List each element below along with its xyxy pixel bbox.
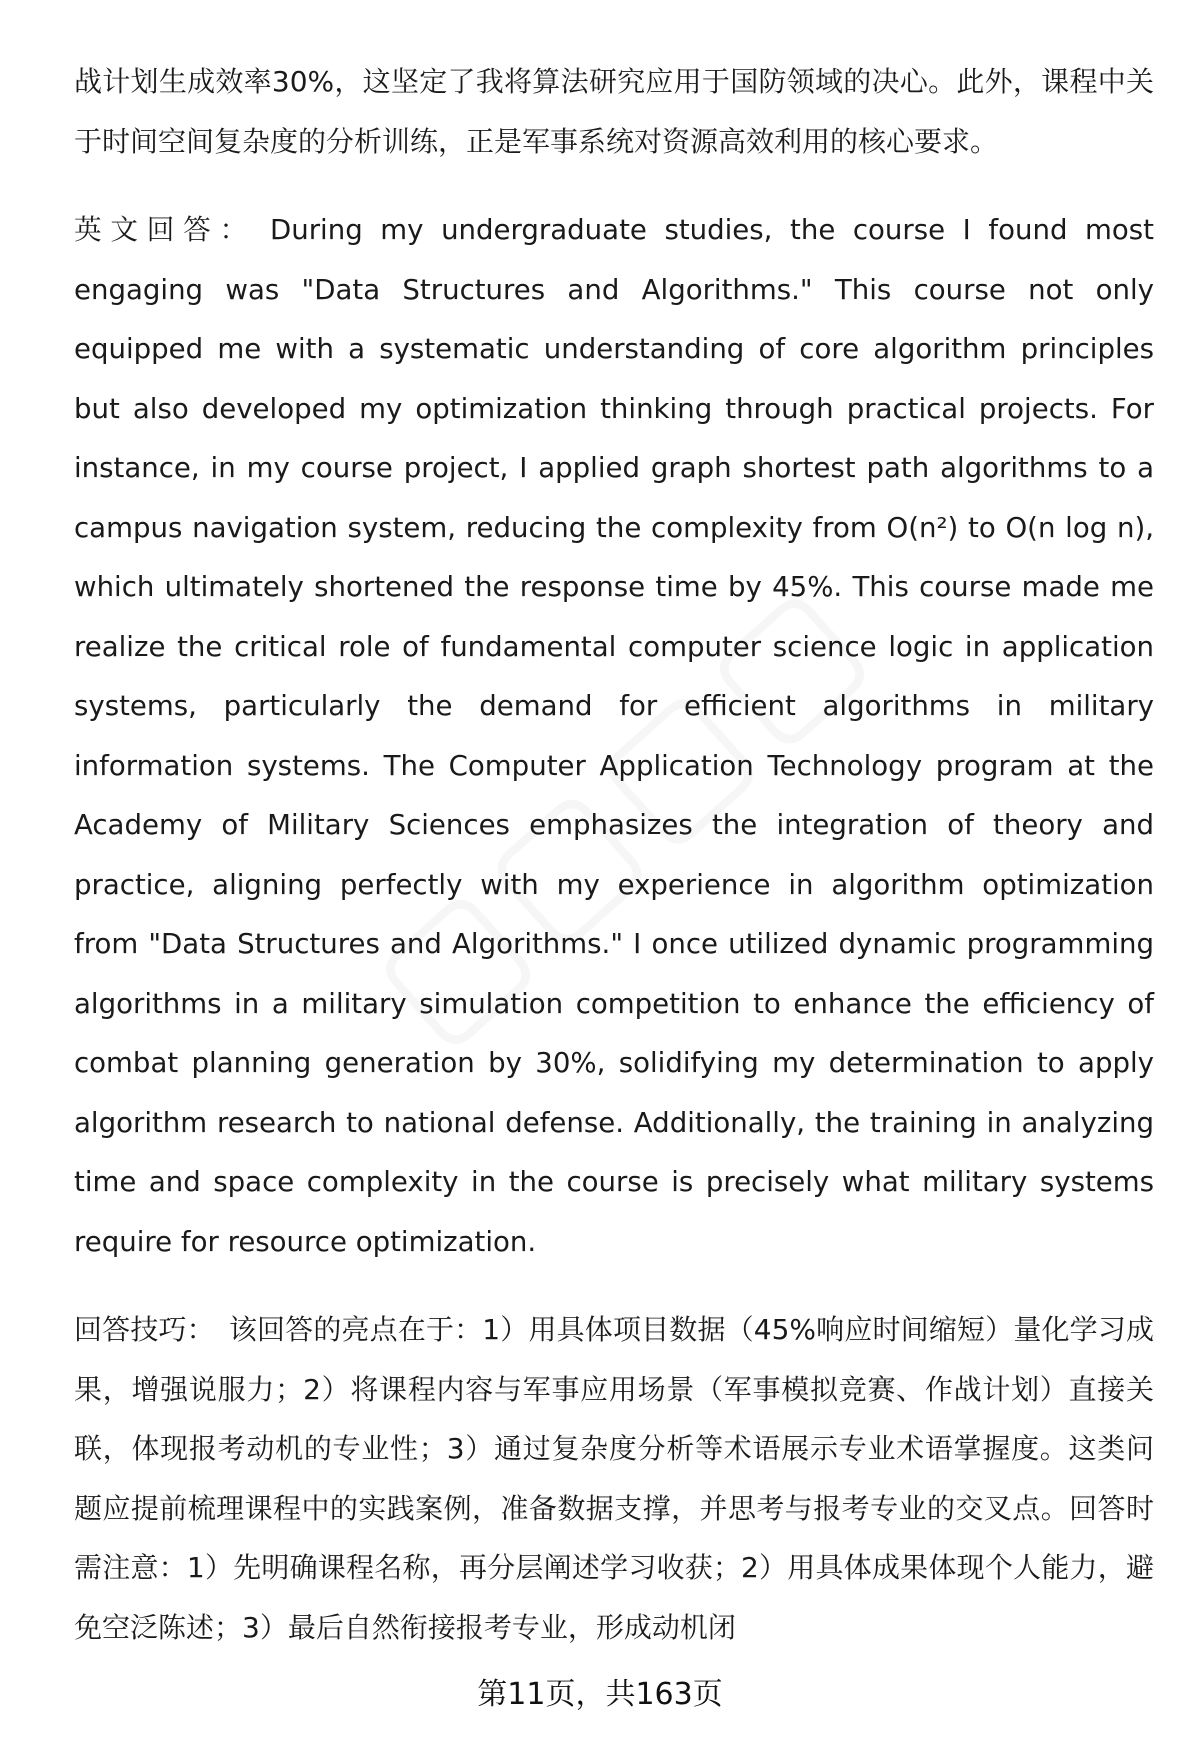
page-footer: 第11页，共163页 — [477, 1677, 723, 1712]
paragraph-chinese-continuation: 战计划生成效率30%，这坚定了我将算法研究应用于国防领域的决心。此外，课程中关于时间空间复杂度的分析训练，正是军事系统对资源高效利用的核心要求。 — [74, 65, 1154, 158]
answer-tips-label: 回答技巧： — [74, 1313, 215, 1346]
document-body — [74, 52, 1154, 1657]
answer-tips-text: 该回答的亮点在于：1）用具体项目数据（45%响应时间缩短）量化学习成果，增强说服力；2）将课程内容与军事应用场景（军事模拟竞赛、作战计划）直接关联，体现报考动机的专业性；3）通过复杂度分析等术语展示专业术语掌握度。这类问题应提前梳理课程中的实践案例，准备数据支撑，并思考与报考专业的交叉点。回答时需注意：1）先明确课程名称，再分层阐述学习收获；2）用具体成果体现个人能力，避免空泛陈述；3）最后自然衔接报考专业，形成动机闭 — [74, 1313, 1154, 1644]
english-answer-label: 英文回答： — [74, 213, 256, 246]
paragraph-english-answer — [74, 200, 1154, 1271]
english-answer-text: During my undergraduate studies, the course I found most engaging was "Data Structures and Algorithms." This course not only equipped me with a systematic understanding of core algorithm principles but also developed my optimization thinking through practical projects. For instance, in my course project, I applied graph shortest path algorithms to a campus navigation system, reducing the complexity from O(n²) to O(n log n), which ultimately shortened the response time by 45%. This course made me realize the critical role of fundamental computer science logic in application systems, particularly the demand for efficient algorithms in military information systems. The Computer Application Technology program at the Academy of Military Sciences emphasizes the integration of theory and practice, aligning perfectly with my experience in algorithm optimization from "Data Structures and Algorithms." I once utilized dynamic programming algorithms in a military simulation competition to enhance the efficiency of combat planning generation by 30%, solidifying my determination to apply algorithm research to national defense. Additionally, the training in analyzing time and space complexity in the course is precisely what military systems require for resource optimization. — [74, 213, 1154, 1258]
paragraph-answer-tips — [74, 1300, 1154, 1657]
